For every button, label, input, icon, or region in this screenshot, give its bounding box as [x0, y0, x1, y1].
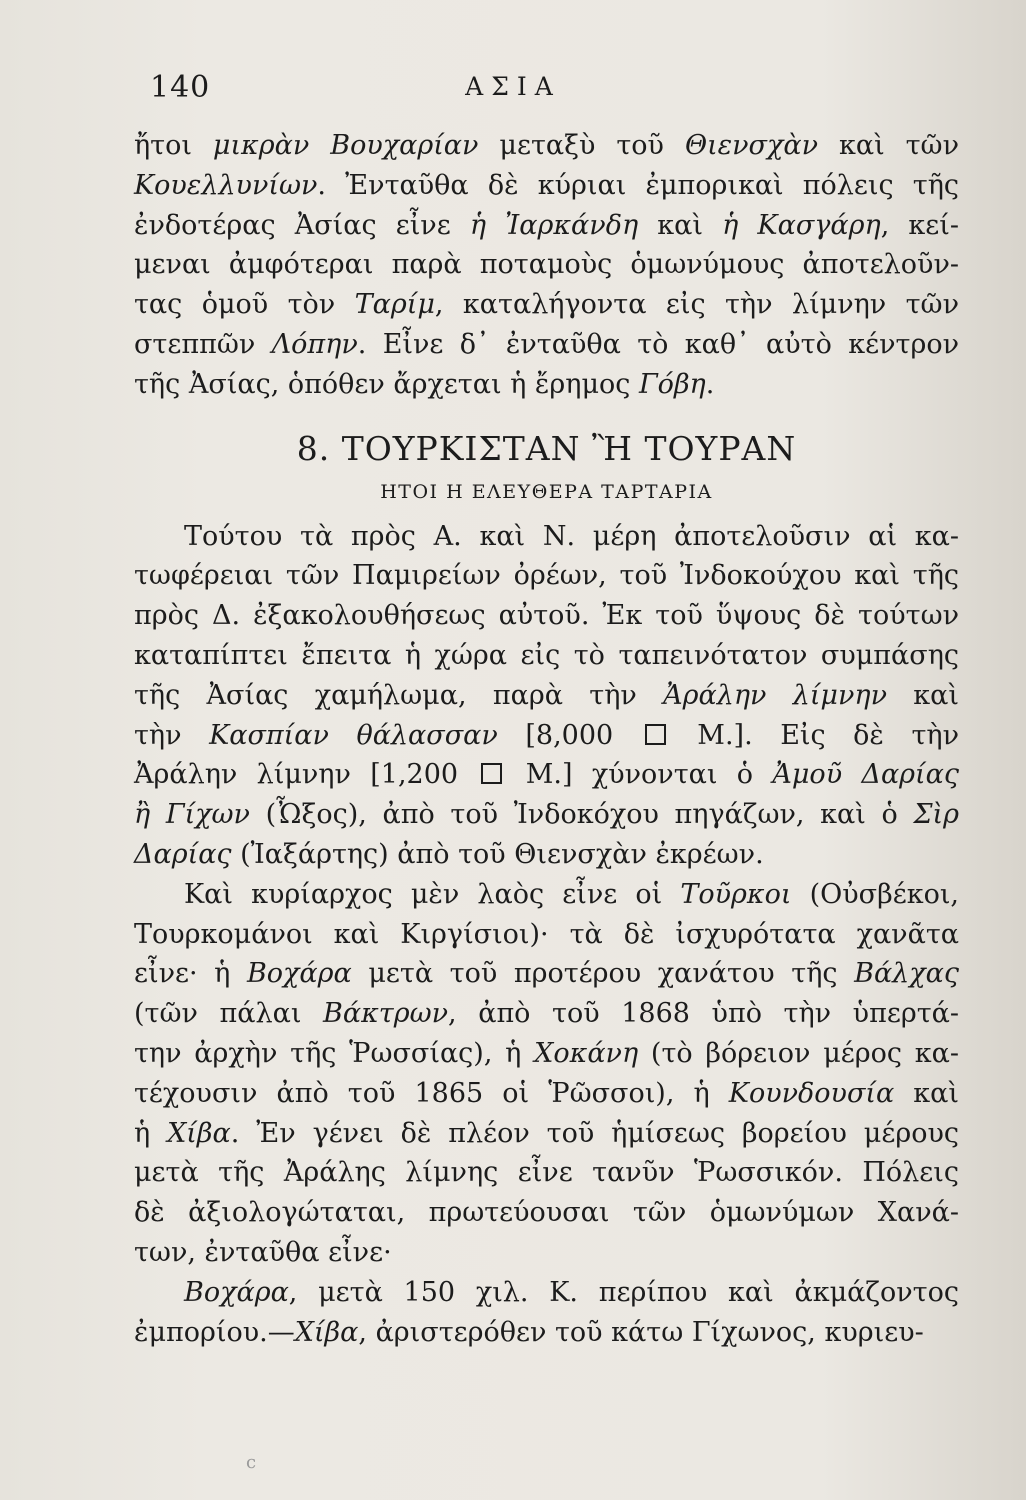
- italic-term: Βοχάρα: [246, 958, 352, 990]
- body-text: [134, 126, 959, 1352]
- italic-term: Κουνδουσία: [728, 1077, 895, 1109]
- paragraph-3: [134, 875, 959, 1273]
- italic-term: Θιενσχὰν: [684, 130, 818, 161]
- text-line: δὲ ἀξιολογώταται, πρωτεύουσαι τῶν ὁμωνύμων Χανά-: [134, 1197, 959, 1229]
- text-line: τὴν Κασπίαν θάλασσαν [8,000 Μ.]. Εἰς δὲ τὴν: [134, 719, 959, 751]
- section-subtitle: ΗΤΟΙ Η ΕΛΕΥΘΕΡΑ ΤΑΡΤΑΡΙΑ: [380, 480, 713, 503]
- italic-term: μικρὰν Βουχαρίαν: [212, 130, 479, 161]
- text-line: μετὰ τῆς Ἀράλης λίμνης εἶνε τανῦν Ῥωσσικόν. Πόλεις: [134, 1157, 959, 1189]
- italic-term: Ἀράλην λίμνην: [663, 679, 887, 711]
- text-line: Δαρίας (Ἰαξάρτης) ἀπὸ τοῦ Θιενσχὰν ἐκρέων.: [134, 838, 764, 870]
- text-line: ἡ Χίβα. Ἐν γένει δὲ πλέον τοῦ ἡμίσεως βορείου μέρους: [134, 1117, 959, 1149]
- italic-term: Δαρίας: [134, 838, 232, 870]
- text-line: πρὸς Δ. ἐξακολουθήσεως αὐτοῦ. Ἐκ τοῦ ὕψους δὲ τούτων: [134, 600, 959, 632]
- section-title: 8. ΤΟΥΡΚΙΣΤΑΝ Ἢ ΤΟΥΡΑΝ: [296, 428, 797, 468]
- text-line: τωφέρειαι τῶν Παμιρείων ὀρέων, τοῦ Ἰνδοκούχου καὶ τῆς: [134, 560, 959, 592]
- text-line: Βοχάρα, μετὰ 150 χιλ. Κ. περίπου καὶ ἀκμάζοντος: [184, 1276, 959, 1308]
- text-line: τῆς Ἀσίας, ὁπόθεν ἄρχεται ἡ ἔρημος Γόβη.: [134, 368, 715, 400]
- text-line: ἤτοι μικρὰν Βουχαρίαν μεταξὺ τοῦ Θιενσχὰν καὶ τῶν: [134, 130, 959, 161]
- italic-term: Σὶρ: [913, 799, 960, 831]
- square-unit-icon: [481, 763, 502, 784]
- text-line: εἶνε· ἡ Βοχάρα μετὰ τοῦ προτέρου χανάτου τῆς Βάλχας: [134, 958, 960, 990]
- italic-term: Τοῦρκοι: [680, 878, 792, 910]
- italic-term: ἡ Ἰαρκάνδη: [469, 209, 639, 241]
- italic-term: Ἀμοῦ Δαρίας: [772, 759, 959, 791]
- text-line: (τῶν πάλαι Βάκτρων, ἀπὸ τοῦ 1868 ὑπὸ τὴν ὑπερτά-: [134, 998, 959, 1030]
- paragraph-2: [134, 517, 959, 875]
- text-line: τας ὁμοῦ τὸν Ταρίμ, καταλήγοντα εἰς τὴν λίμνην τῶν: [134, 289, 959, 321]
- italic-term: Χίβα: [294, 1316, 359, 1348]
- stray-ink-mark: c: [246, 1452, 257, 1473]
- text-line: στεππῶν Λόπην. Εἶνε δ᾽ ἐνταῦθα τὸ καθ᾽ αὐτὸ κέντρον: [134, 328, 959, 360]
- italic-term: Γόβη: [638, 368, 706, 400]
- text-line: τῆς Ἀσίας χαμήλωμα, παρὰ τὴν Ἀράλην λίμνην καὶ: [134, 679, 959, 711]
- italic-term: Χοκάνη: [534, 1037, 639, 1069]
- italic-term: Βοχάρα: [184, 1276, 289, 1308]
- italic-term: Ταρίμ: [354, 289, 435, 321]
- italic-term: ἡ Κασγάρη: [722, 209, 881, 241]
- paragraph-4: [134, 1273, 959, 1353]
- italic-term: ἢ Γίχων: [134, 799, 250, 831]
- text-line: ἐνδοτέρας Ἀσίας εἶνε ἡ Ἰαρκάνδη καὶ ἡ Κασγάρη, κεί-: [134, 209, 959, 241]
- text-line: ἐμπορίου.—Χίβα, ἀριστερόθεν τοῦ κάτω Γίχωνος, κυριευ-: [134, 1316, 924, 1348]
- text-line: μεναι ἀμφότεραι παρὰ ποταμοὺς ὁμωνύμους ἀποτελοῦν-: [134, 249, 959, 281]
- text-line: Τούτου τὰ πρὸς Α. καὶ Ν. μέρη ἀποτελοῦσιν αἱ κα-: [184, 520, 959, 552]
- text-line: των, ἐνταῦθα εἶνε·: [134, 1236, 392, 1268]
- italic-term: Χίβα: [167, 1117, 231, 1149]
- italic-term: Κουελλυνίων: [134, 169, 318, 201]
- square-unit-icon: [645, 724, 666, 745]
- text-line: Κουελλυνίων. Ἐνταῦθα δὲ κύριαι ἐμπορικαὶ πόλεις τῆς: [134, 169, 959, 201]
- text-line: Καὶ κυρίαρχος μὲν λαὸς εἶνε οἱ Τοῦρκοι (Οὐσβέκοι,: [184, 878, 959, 910]
- text-line: ἢ Γίχων (Ὦξος), ἀπὸ τοῦ Ἰνδοκόχου πηγάζων, καὶ ὁ Σὶρ: [134, 799, 960, 831]
- text-line: Ἀράλην λίμνην [1,200 Μ.] χύνονται ὁ Ἀμοῦ Δαρίας: [134, 759, 959, 791]
- text-line: Τουρκομάνοι καὶ Κιργίσιοι)· τὰ δὲ ἰσχυρότατα χανᾶτα: [134, 918, 959, 950]
- text-line: την ἀρχὴν τῆς Ῥωσσίας), ἡ Χοκάνη (τὸ βόρειον μέρος κα-: [134, 1037, 959, 1069]
- italic-term: Βάκτρων: [323, 998, 449, 1030]
- paragraph-1: [134, 126, 959, 405]
- text-line: καταπίπτει ἔπειτα ἡ χώρα εἰς τὸ ταπεινότατον συμπάσης: [134, 639, 959, 671]
- italic-term: Βάλχας: [854, 958, 960, 990]
- running-head: ΑΣΙΑ: [465, 72, 561, 101]
- page-number: 140: [150, 70, 211, 105]
- text-line: τέχουσιν ἀπὸ τοῦ 1865 οἱ Ῥῶσσοι), ἡ Κουνδουσία καὶ: [134, 1077, 960, 1109]
- italic-term: Λόπην: [271, 328, 358, 360]
- italic-term: Κασπίαν θάλασσαν: [209, 719, 498, 751]
